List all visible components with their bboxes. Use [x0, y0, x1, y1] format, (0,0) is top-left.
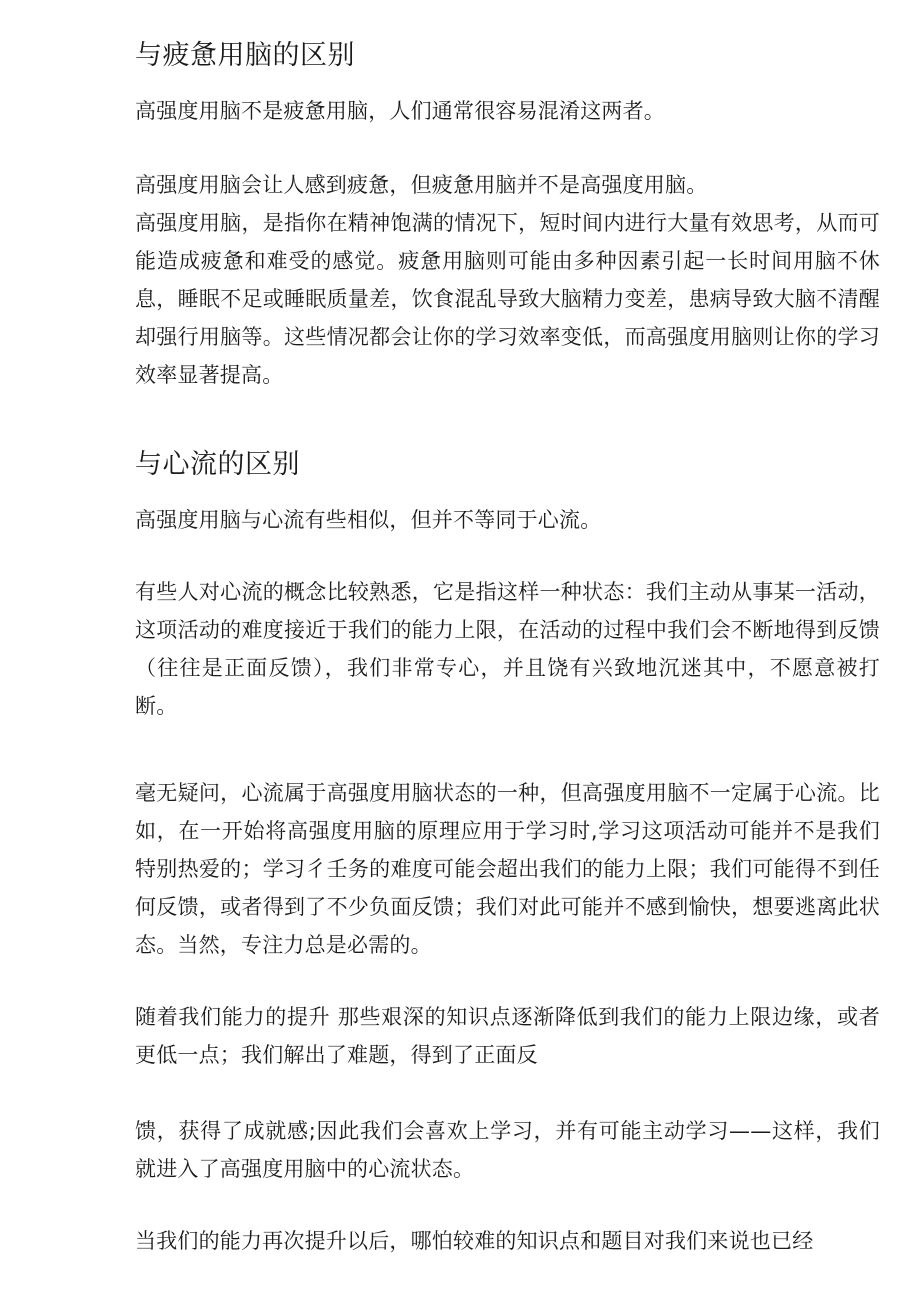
paragraph: 高强度用脑不是疲惫用脑，人们通常很容易混淆这两者。	[135, 99, 665, 123]
paragraph: 高强度用脑与心流有些相似，但并不等同于心流。	[135, 508, 602, 532]
paragraph: 有些人对心流的概念比较熟悉，它是指这样一种状态：我们主动从事某一活动，这项活动的难度接近于我们的能力上限，在活动的过程中我们会不断地得到反馈（往往是正面反馈），我们非常专心，并且饶有兴致地沉迷其中，不愿意被打断。	[135, 580, 880, 718]
paragraph: 高强度用脑，是指你在精神饱满的情况下，短时间内进行大量有效思考，从而可能造成疲惫和难受的感觉。疲惫用脑则可能由多种因素引起一长时间用脑不休息，睡眠不足或睡眠质量差，饮食混乱导致大脑精力变差，患病导致大脑不清醒却强行用脑等。这些情况都会让你的学习效率变低，而高强度用脑则让你的学习效率显著提高。	[135, 211, 880, 387]
paragraph: 当我们的能力再次提升以后，哪怕较难的知识点和题目对我们来说也已经	[135, 1229, 814, 1253]
paragraph: 随着我们能力的提升 那些艰深的知识点逐渐降低到我们的能力上限边缘，或者更低一点；我们解出了难题，得到了正面反	[135, 1005, 880, 1067]
section-heading-fatigue: 与疲惫用脑的区别	[135, 40, 355, 71]
paragraph: 毫无疑问，心流属于高强度用脑状态的一种，但高强度用脑不一定属于心流。比如，在一开始将高强度用脑的原理应用于学习时,学习这项活动可能并不是我们特别热爱的；学习彳壬务的难度可能会超出我们的能力上限；我们可能得不到任何反馈，或者得到了不少负面反馈；我们对此可能并不感到愉快，想要逃离此状态。当然，专注力总是必需的。	[135, 781, 880, 957]
paragraph: 馈，获得了成就感;因此我们会喜欢上学习，并有可能主动学习——这样，我们就进入了高强度用脑中的心流状态。	[135, 1119, 880, 1181]
section-heading-flow: 与心流的区别	[135, 449, 300, 480]
paragraph: 高强度用脑会让人感到疲惫，但疲惫用脑并不是高强度用脑。	[135, 173, 708, 197]
